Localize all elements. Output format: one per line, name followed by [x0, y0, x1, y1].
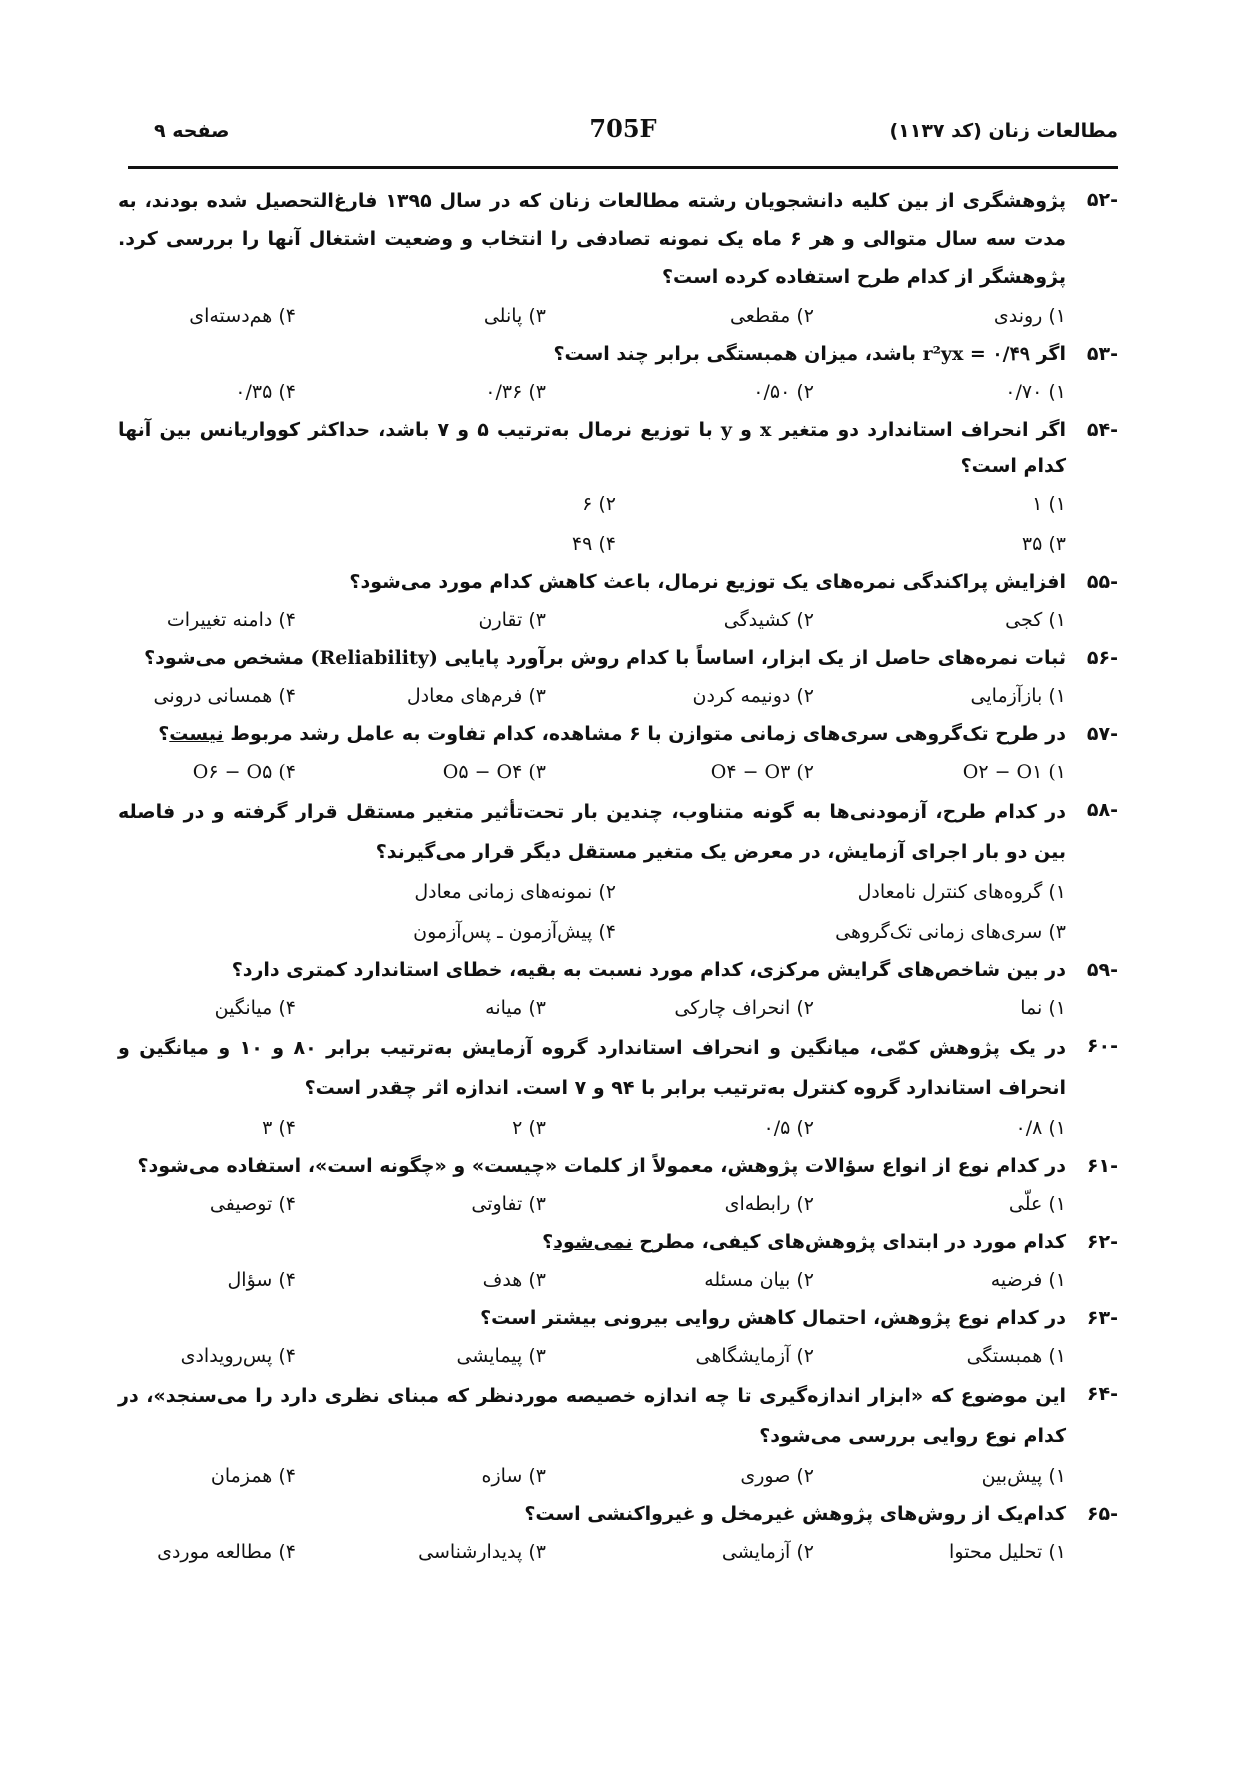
question-number: -۵۸ [1086, 799, 1118, 821]
option-2[interactable]: ۲) انحراف چارکی [674, 997, 814, 1019]
page-header [128, 112, 1118, 152]
question-text-part: اگر [1036, 343, 1066, 365]
option-2[interactable]: ۲) ۰/۵۰ [753, 381, 814, 403]
option-2[interactable]: ۲) دونیمه کردن [692, 685, 814, 707]
question-61 [118, 1148, 1118, 1224]
question-60 [118, 1028, 1118, 1148]
question-number: -۶۴ [1086, 1383, 1118, 1405]
question-text-part: با توزیع نرمال به‌ترتیب ۵ و ۷ باشد، حداکثر کوواریانس بین آنها کدام است؟ [118, 419, 1066, 477]
option-3[interactable]: ۳) فرم‌های معادل [406, 685, 546, 707]
question-text: پژوهشگری از بین کلیه دانشجویان رشته مطالعات زنان که در سال ۱۳۹۵ فارغ‌التحصیل شده بودند، به مدت سه سال متوالی و هر ۶ ماه یک نمونه تصادفی را انتخاب و وضعیت اشتغال آنها را بررسی کرد. پژوهشگر از کدام طرح استفاده کرده است؟ [118, 190, 1067, 288]
option-2[interactable]: ۲) رابطه‌ای [724, 1193, 814, 1215]
option-4[interactable]: ۴) پیش‌آزمون ـ پس‌آزمون [413, 921, 616, 943]
option-3[interactable]: ۳) پدیدارشناسی [418, 1541, 546, 1563]
question-number: -۵۲ [1086, 189, 1118, 211]
question-64 [118, 1376, 1118, 1496]
options-row [118, 372, 1066, 412]
question-text: در کدام طرح، آزمودنی‌ها به گونه متناوب، چندین بار تحت‌تأثیر متغیر مستقل قرار گرفته و در فاصله بین دو بار اجرای آزمایش، در معرض یک متغیر مستقل دیگر قرار می‌گیرند؟ [118, 801, 1066, 863]
question-number: -۵۶ [1086, 647, 1118, 669]
option-2[interactable]: ۲) آزمایشگاهی [695, 1345, 814, 1367]
option-3[interactable]: ۳) سری‌های زمانی تک‌گروهی [835, 921, 1066, 943]
question-63 [118, 1300, 1118, 1376]
option-2[interactable]: ۲) صوری [740, 1465, 814, 1487]
question-text [118, 1224, 1066, 1260]
question-62 [118, 1224, 1118, 1300]
page-number: صفحه ۹ [154, 120, 230, 142]
question-text-part: و [740, 419, 752, 441]
option-2[interactable]: ۲) مقطعی [729, 305, 814, 327]
options-row [118, 296, 1066, 336]
question-text-part: مشخص می‌شود؟ [144, 647, 304, 669]
question-number: -۵۵ [1086, 571, 1118, 593]
question-text-part: ثبات نمره‌های حاصل از یک ابزار، اساساً با کدام روش برآورد پایایی [444, 647, 1066, 669]
options-row [118, 676, 1066, 716]
question-number: -۵۳ [1086, 343, 1118, 365]
question-52 [118, 182, 1118, 336]
option-4[interactable]: ۴) همزمان [210, 1465, 296, 1487]
question-text [118, 716, 1066, 752]
question-59 [118, 952, 1118, 1028]
question-number: -۶۱ [1086, 1155, 1118, 1177]
option-3[interactable]: ۳) پیمایشی [456, 1345, 546, 1367]
question-58 [118, 792, 1118, 952]
question-text: این موضوع که «ابزار اندازه‌گیری تا چه اندازه خصیصه موردنظر که مبنای نظری دارد را می‌سنجد»، در کدام نوع روایی بررسی می‌شود؟ [118, 1385, 1066, 1447]
question-text: در یک پژوهش کمّی، میانگین و انحراف استاندارد گروه آزمایش به‌ترتیب برابر ۸۰ و ۱۰ و میانگین و انحراف استاندارد گروه کنترل به‌ترتیب برابر با ۹۴ و ۷ است. اندازه اثر چقدر است؟ [118, 1037, 1067, 1099]
question-text-part: اگر انحراف استاندارد دو متغیر [779, 419, 1067, 441]
question-65 [118, 1496, 1118, 1572]
header-divider [128, 166, 1118, 169]
option-4[interactable]: ۴) همسانی درونی [153, 685, 296, 707]
negation-underlined: نمی‌شود [553, 1231, 633, 1253]
question-56 [118, 640, 1118, 716]
question-number: -۶۲ [1086, 1231, 1118, 1253]
options-row [118, 1260, 1066, 1300]
option-4[interactable]: ۴) دامنه تغییرات [166, 609, 296, 631]
option-4[interactable]: ۴) ۰/۳۵ [235, 381, 296, 403]
option-1[interactable]: ۱) کجی [1005, 609, 1066, 631]
options-row [118, 912, 1066, 952]
option-3[interactable]: ۳) سازه [481, 1465, 546, 1487]
question-text-part: کدام مورد در ابتدای پژوهش‌های کیفی، مطرح [639, 1231, 1066, 1253]
reliability-term: (Reliability) [310, 647, 438, 669]
option-1[interactable]: ۱) بازآزمایی [970, 685, 1066, 707]
option-2[interactable]: ۲) نمونه‌های زمانی معادل [414, 881, 616, 903]
option-1[interactable]: ۱) همبستگی [966, 1345, 1066, 1367]
option-4[interactable]: ۴) O۶ − O۵ [192, 761, 296, 783]
question-text: در بین شاخص‌های گرایش مرکزی، کدام مورد نسبت به بقیه، خطای استاندارد کمتری دارد؟ [231, 959, 1066, 981]
options-row [118, 1456, 1066, 1496]
question-text: افزایش پراکندگی نمره‌های یک توزیع نرمال، باعث کاهش کدام مورد می‌شود؟ [349, 571, 1066, 593]
options-row [118, 1532, 1066, 1572]
question-55 [118, 564, 1118, 640]
variable-y: y [720, 419, 732, 441]
booklet-code: 705F [589, 114, 657, 143]
correlation-formula: r²yx = ۰/۴۹ [922, 343, 1030, 365]
option-1[interactable]: ۱) ۰/۷۰ [1005, 381, 1066, 403]
option-4[interactable]: ۴) سؤال [227, 1269, 296, 1291]
options-row [118, 524, 1066, 564]
option-1[interactable]: ۱) گروه‌های کنترل نامعادل [857, 881, 1066, 903]
question-text: کدام‌یک از روش‌های پژوهش غیرمخل و غیرواکنشی است؟ [524, 1503, 1066, 1525]
options-row [118, 872, 1066, 912]
option-4[interactable]: ۴) پس‌رویدادی [180, 1345, 296, 1367]
option-3[interactable]: ۳) ۰/۳۶ [485, 381, 546, 403]
option-2[interactable]: ۲) O۴ − O۳ [710, 761, 814, 783]
question-number: -۶۰ [1086, 1035, 1118, 1057]
option-3[interactable]: ۳) ۲ [512, 1117, 546, 1139]
questions-list [118, 182, 1118, 1572]
options-row [118, 752, 1066, 792]
variable-x: x [760, 419, 772, 441]
option-1[interactable]: ۱) ۰/۸ [1015, 1117, 1066, 1139]
option-3[interactable]: ۳) میانه [485, 997, 546, 1019]
question-text [118, 640, 1066, 676]
option-2[interactable]: ۲) بیان مسئله [704, 1269, 814, 1291]
question-number: -۵۴ [1086, 419, 1118, 441]
option-4[interactable]: ۴) ۴۹ [571, 533, 616, 555]
option-1[interactable]: ۱) نما [1020, 997, 1066, 1019]
option-2[interactable]: ۲) کشیدگی [723, 609, 814, 631]
question-text: در کدام نوع پژوهش، احتمال کاهش روایی بیرونی بیشتر است؟ [480, 1307, 1066, 1329]
option-2[interactable]: ۲) ۰/۵ [763, 1117, 814, 1139]
option-2[interactable]: ۲) آزمایشی [721, 1541, 814, 1563]
question-text [118, 336, 1066, 372]
options-row [118, 988, 1066, 1028]
option-2[interactable]: ۲) ۶ [582, 493, 616, 515]
option-3[interactable]: ۳) تفاوتی [471, 1193, 546, 1215]
negation-underlined: نیست [169, 723, 224, 745]
question-57 [118, 716, 1118, 792]
option-3[interactable]: ۳) تقارن [478, 609, 546, 631]
question-text-part: ؟ [158, 723, 170, 745]
options-row [118, 484, 1066, 524]
question-text-part: در طرح تک‌گروهی سری‌های زمانی متوازن با ۶ مشاهده، کدام تفاوت به عامل رشد مربوط [230, 723, 1066, 745]
question-text-part: ؟ [542, 1231, 554, 1253]
options-row [118, 600, 1066, 640]
option-1[interactable]: ۱) فرضیه [990, 1269, 1066, 1291]
question-text [118, 412, 1066, 484]
option-1[interactable]: ۱) پیش‌بین [981, 1465, 1066, 1487]
option-3[interactable]: ۳) ۳۵ [1021, 533, 1066, 555]
option-4[interactable]: ۴) ۳ [262, 1117, 296, 1139]
option-4[interactable]: ۴) توصیفی [209, 1193, 296, 1215]
option-1[interactable]: ۱) O۲ − O۱ [962, 761, 1066, 783]
question-53 [118, 336, 1118, 412]
option-4[interactable]: ۴) میانگین [214, 997, 296, 1019]
option-1[interactable]: ۱) ۱ [1032, 493, 1066, 515]
exam-title: مطالعات زنان (کد ۱۱۳۷) [889, 120, 1118, 142]
question-number: -۶۳ [1086, 1307, 1118, 1329]
options-row [118, 1336, 1066, 1376]
options-row [118, 1184, 1066, 1224]
option-3[interactable]: ۳) هدف [482, 1269, 546, 1291]
question-number: -۶۵ [1086, 1503, 1118, 1525]
option-4[interactable]: ۴) مطالعه موردی [157, 1541, 296, 1563]
option-1[interactable]: ۱) علّی [1008, 1193, 1066, 1215]
option-1[interactable]: ۱) روندی [993, 305, 1066, 327]
question-54 [118, 412, 1118, 564]
option-4[interactable]: ۴) هم‌دسته‌ای [189, 305, 296, 327]
options-row [118, 1108, 1066, 1148]
option-3[interactable]: ۳) پانلی [483, 305, 546, 327]
question-text: در کدام نوع از انواع سؤالات پژوهش، معمولاً از کلمات «چیست» و «چگونه است»، استفاده می‌شود؟ [137, 1155, 1066, 1177]
question-text-part: باشد، میزان همبستگی برابر چند است؟ [553, 343, 916, 365]
question-number: -۵۷ [1086, 723, 1118, 745]
option-3[interactable]: ۳) O۵ − O۴ [442, 761, 546, 783]
option-1[interactable]: ۱) تحلیل محتوا [949, 1541, 1066, 1563]
question-number: -۵۹ [1086, 959, 1118, 981]
